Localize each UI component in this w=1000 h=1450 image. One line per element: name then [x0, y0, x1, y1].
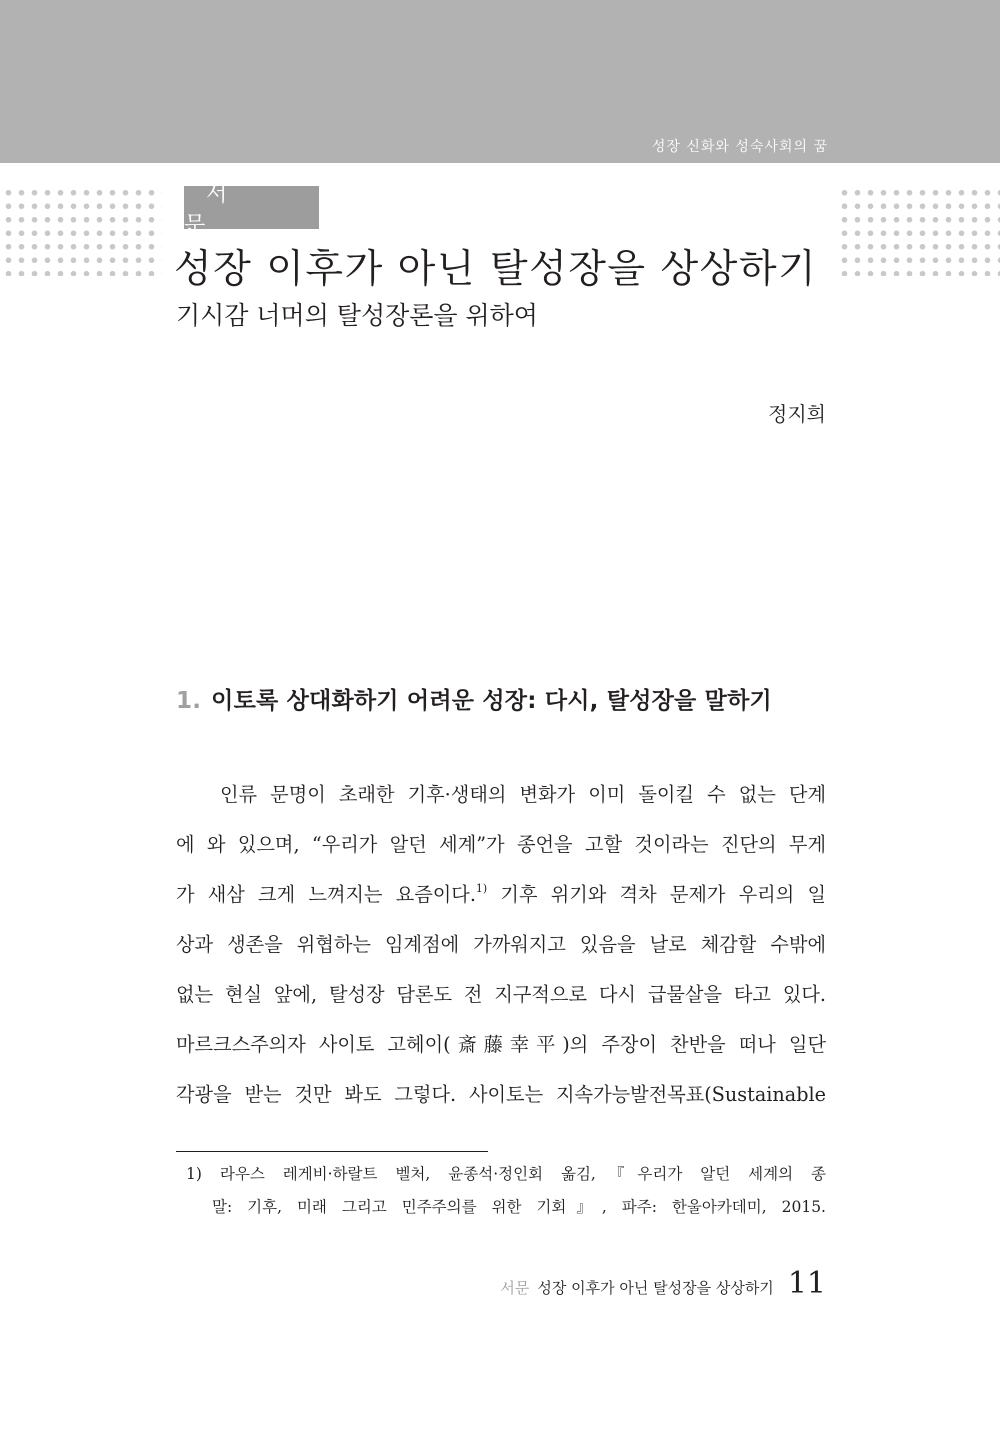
body-paragraph — [176, 774, 826, 1124]
header-band — [0, 0, 1000, 163]
chapter-title: 성장 이후가 아닌 탈성장을 상상하기 — [174, 247, 818, 292]
body-line-text: 기후 위기와 격차 문제가 우리의 일 — [487, 883, 826, 906]
running-header-book-title: 성장 신화와 성숙사회의 꿈 — [651, 139, 828, 155]
footnote-number: 1) — [186, 1165, 202, 1183]
footer-chapter-title: 성장 이후가 아닌 탈성장을 상상하기 — [537, 1279, 774, 1297]
running-footer — [500, 1266, 826, 1301]
chapter-subtitle: 기시감 너머의 탈성장론을 위하여 — [176, 301, 538, 330]
body-line — [176, 874, 826, 924]
body-line: 각광을 받는 것만 봐도 그렇다. 사이토는 지속가능발전목표(Sustainable — [176, 1083, 826, 1106]
section-heading — [176, 682, 772, 715]
body-line-text: 가 새삼 크게 느껴지는 요즘이다. — [176, 883, 476, 906]
footnote-line — [176, 1160, 826, 1193]
footnote-reference[interactable]: 1) — [475, 882, 488, 895]
section-number: 1. — [176, 688, 202, 714]
author-name: 정지희 — [768, 402, 826, 426]
body-line: 마르크스주의자 사이토 고헤이(斎藤幸平)의 주장이 찬반을 떠나 일단 — [176, 1033, 826, 1056]
decorative-dot-pattern-left — [2, 186, 162, 276]
footer-section-label: 서문 — [500, 1279, 530, 1297]
footnote — [176, 1160, 826, 1226]
body-line: 상과 생존을 위협하는 임계점에 가까워지고 있음을 날로 체감할 수밖에 — [176, 933, 826, 956]
section-heading-text: 이토록 상대화하기 어려운 성장: 다시, 탈성장을 말하기 — [211, 688, 772, 714]
footnote-line: 말: 기후, 미래 그리고 민주주의를 위한 기회』, 파주: 한울아카데미, 2015. — [212, 1198, 826, 1216]
footnote-divider — [176, 1151, 488, 1152]
body-line: 인류 문명이 초래한 기후·생태의 변화가 이미 돌이킬 수 없는 단계 — [220, 783, 826, 806]
page-number: 11 — [787, 1266, 826, 1301]
decorative-dot-pattern-right — [838, 186, 1000, 276]
footnote-text: 라우스 레게비·하랄트 벨처, 윤종석·정인회 옮김,『우리가 알던 세계의 종 — [219, 1165, 826, 1183]
body-line: 없는 현실 앞에, 탈성장 담론도 전 지구적으로 다시 급물살을 타고 있다. — [176, 983, 826, 1006]
section-label-badge: 서 문 — [184, 186, 319, 229]
body-line: 에 와 있으며, “우리가 알던 세계”가 종언을 고할 것이라는 진단의 무게 — [176, 833, 827, 856]
